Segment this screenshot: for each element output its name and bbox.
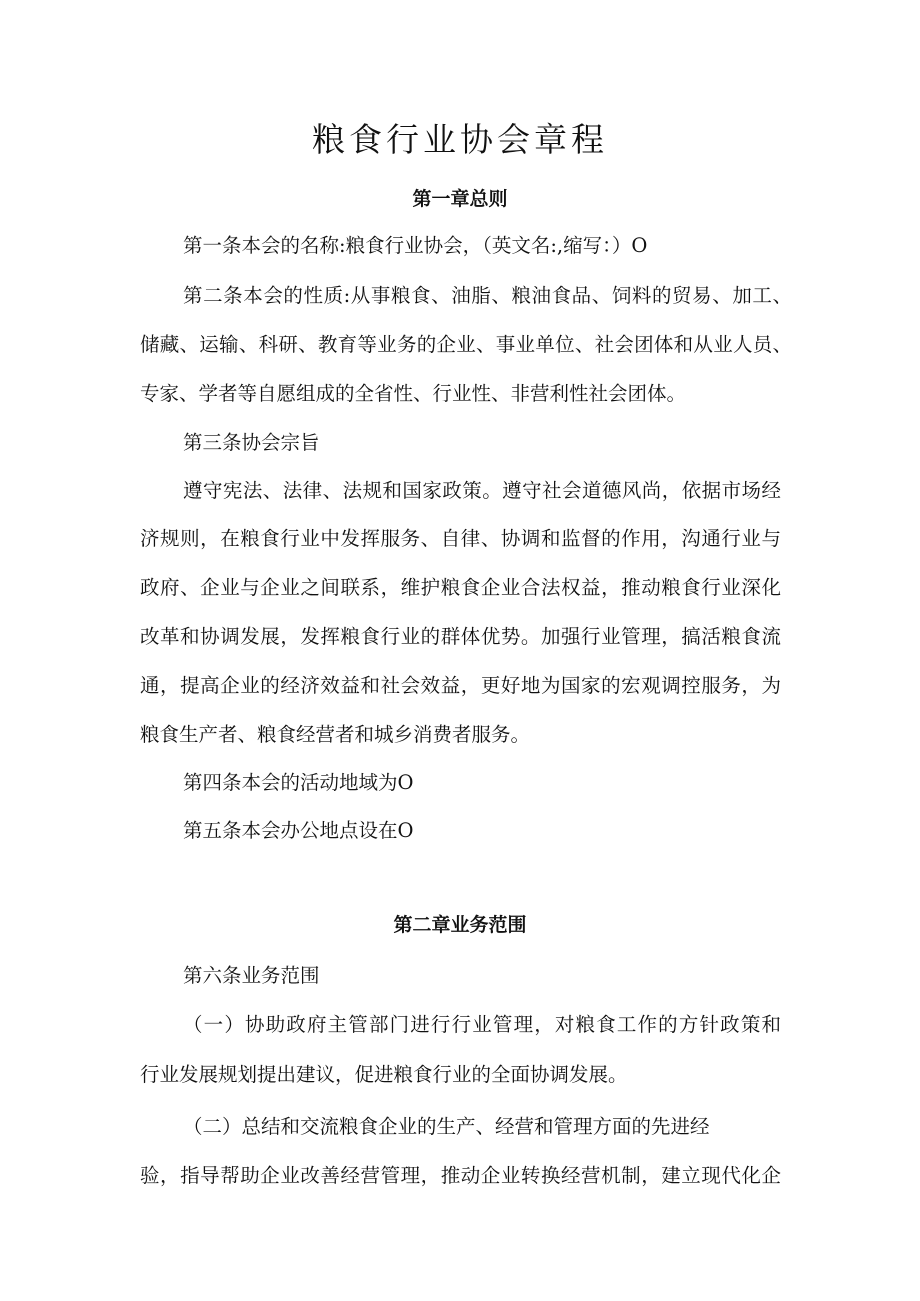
document-title: 粮食行业协会章程 (312, 120, 608, 159)
paragraph-line: 粮食生产者、粮食经营者和城乡消费者服务。 (140, 723, 531, 746)
paragraph-line: 通，提高企业的经济效益和社会效益，更好地为国家的宏观调控服务，为 (140, 674, 781, 697)
paragraph-line: 政府、企业与企业之间联系，维护粮食企业合法权益，推动粮食行业深化 (140, 576, 781, 599)
paragraph-line: 第六条业务范围 (183, 964, 320, 987)
paragraph-line: 储藏、运输、科研、教育等业务的企业、事业单位、社会团体和从业人员、 (140, 333, 792, 356)
paragraph-line: 验，指导帮助企业改善经营管理，推动企业转换经营机制，建立现代化企 (140, 1164, 781, 1187)
paragraph-line: 改革和协调发展，发挥粮食行业的群体优势。加强行业管理，搞活粮食流 (140, 625, 781, 648)
paragraph-line: 行业发展规划提出建议，促进粮食行业的全面协调发展。 (140, 1063, 628, 1086)
paragraph-line: （一）协助政府主管部门进行行业管理，对粮食工作的方针政策和 (183, 1013, 781, 1036)
chapter-heading: 第一章总则 (412, 188, 508, 210)
paragraph-line: （二）总结和交流粮食企业的生产、经营和管理方面的先进经 (183, 1115, 710, 1138)
chapter-heading: 第二章业务范围 (393, 914, 527, 936)
paragraph-line: 第四条本会的活动地域为O (183, 771, 414, 794)
paragraph-line: 第一条本会的名称:粮食行业协会，（英文名:,缩写：）O (183, 234, 648, 257)
paragraph-line: 第二条本会的性质:从事粮食、油脂、粮油食品、饲料的贸易、加工、 (183, 284, 792, 307)
paragraph-line: 第三条协会宗旨 (183, 431, 320, 454)
paragraph-line: 济规则，在粮食行业中发挥服务、自律、协调和监督的作用，沟通行业与 (140, 527, 781, 550)
paragraph-line: 第五条本会办公地点设在O (183, 819, 414, 842)
paragraph-line: 专家、学者等自愿组成的全省性、行业性、非营利性社会团体。 (140, 382, 687, 405)
paragraph-line: 遵守宪法、法律、法规和国家政策。遵守社会道德风尚，依据市场经 (183, 479, 781, 502)
